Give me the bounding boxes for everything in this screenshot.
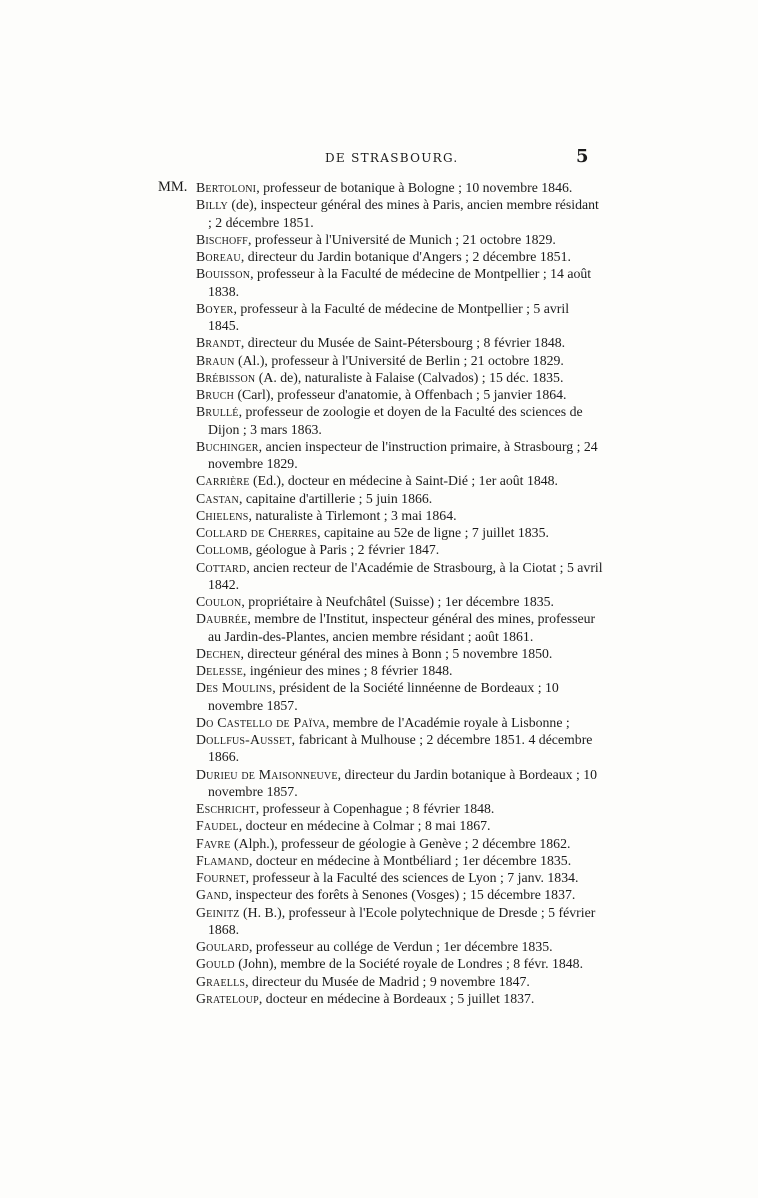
member-details: , propriétaire à Neufchâtel (Suisse) ; 1er décembre 1835.: [241, 594, 555, 609]
member-name: Collard de Cherres: [196, 525, 318, 540]
member-details: , fabricant à Mulhouse ; 2 décembre 1851. 4 décembre 1866.: [208, 732, 593, 765]
member-name: Castan: [196, 490, 239, 506]
page-header: [0, 146, 758, 170]
list-item: [196, 731, 603, 766]
member-name: Brullé: [196, 404, 239, 420]
member-details: , ancien inspecteur de l'instruction primaire, à Strasbourg ; 24 novembre 1829.: [208, 438, 598, 471]
list-item: [196, 559, 603, 594]
list-item: [196, 248, 603, 265]
member-name: Grateloup: [196, 990, 259, 1006]
member-details: , directeur général des mines à Bonn ; 5 novembre 1850.: [240, 645, 553, 661]
member-details: , géologue à Paris ; 2 février 1847.: [248, 542, 440, 558]
member-details: , professeur à la Faculté de médecine de Montpellier ; 14 août 1838.: [208, 266, 592, 299]
member-details: (John), membre de la Société royale de Londres ; 8 févr. 1848.: [234, 956, 584, 972]
member-name: Boyer: [196, 300, 234, 316]
list-item: [196, 300, 603, 335]
member-name: Bouisson: [196, 266, 251, 282]
member-name: Coulon: [196, 594, 242, 609]
list-item: [196, 524, 603, 541]
member-details: , directeur du Musée de Saint-Pétersbourg ; 8 février 1848.: [240, 335, 566, 351]
member-name: Bischoff: [196, 231, 248, 247]
member-details: , directeur du Jardin botanique à Bordeaux ; 10 novembre 1857.: [208, 766, 598, 799]
member-details: (Alph.), professeur de géologie à Genève ; 2 décembre 1862.: [230, 835, 571, 851]
member-name: Chielens: [196, 507, 249, 523]
list-item: [196, 490, 603, 507]
member-name: Geinitz: [196, 904, 240, 920]
list-item: [196, 817, 603, 834]
member-details: , directeur du Musée de Madrid ; 9 novembre 1847.: [245, 973, 530, 989]
member-name: Brébisson: [196, 369, 256, 385]
member-details: , capitaine d'artillerie ; 5 juin 1866.: [238, 490, 433, 506]
page-number: 5: [576, 146, 589, 167]
member-details: , docteur en médecine à Montbéliard ; 1er décembre 1835.: [248, 852, 572, 868]
list-item: [196, 403, 603, 438]
list-item: [196, 265, 603, 300]
member-name: Faudel: [196, 818, 239, 834]
member-details: , professeur de zoologie et doyen de la Faculté des sciences de Dijon ; 3 mars 1863.: [208, 404, 583, 437]
member-name: Delesse: [196, 663, 243, 678]
member-details: , capitaine au 52e de ligne ; 7 juillet 1835.: [317, 525, 549, 540]
list-item: [196, 714, 603, 731]
member-name: Cottard: [196, 559, 247, 575]
member-details: , professeur à l'Université de Munich ; 21 octobre 1829.: [247, 231, 556, 247]
list-item: [196, 800, 603, 817]
members-prefix: MM.: [158, 179, 188, 195]
member-name: Bertoloni: [196, 180, 257, 195]
member-details: , ancien recteur de l'Académie de Strasbourg, à la Ciotat ; 5 avril 1842.: [208, 559, 603, 592]
list-item: [196, 593, 603, 610]
member-name: Gand: [196, 887, 229, 903]
member-details: (A. de), naturaliste à Falaise (Calvados) ; 15 déc. 1835.: [255, 369, 564, 385]
member-details: (de), inspecteur général des mines à Paris, ancien membre résidant ; 2 décembre 1851.: [208, 197, 599, 230]
list-item: [196, 610, 603, 645]
member-name: Eschricht: [196, 801, 256, 816]
member-details: , docteur en médecine à Colmar ; 8 mai 1867.: [238, 818, 491, 834]
member-name: Dollfus-Ausset: [196, 732, 292, 747]
member-name: Bruch: [196, 387, 234, 402]
member-details: , professeur à Copenhague ; 8 février 1848.: [255, 801, 495, 816]
list-item: [196, 835, 603, 852]
list-item: [196, 679, 603, 714]
member-details: (Ed.), docteur en médecine à Saint-Dié ; 1er août 1848.: [249, 473, 558, 489]
member-name: Durieu de Maisonneuve: [196, 766, 338, 782]
member-details: , directeur du Jardin botanique d'Angers ; 2 décembre 1851.: [240, 249, 571, 264]
list-item: [196, 438, 603, 473]
list-item: [196, 196, 603, 231]
list-item: [196, 541, 603, 558]
member-details: , professeur à la Faculté des sciences de Lyon ; 7 janv. 1834.: [245, 870, 579, 885]
member-name: Billy: [196, 197, 228, 213]
list-item: [196, 507, 603, 524]
member-name: Buchinger: [196, 438, 259, 454]
list-item: [196, 886, 603, 903]
member-details: , professeur à la Faculté de médecine de Montpellier ; 5 avril 1845.: [208, 300, 570, 333]
member-details: , docteur en médecine à Bordeaux ; 5 juillet 1837.: [258, 990, 535, 1006]
member-details: , professeur de botanique à Bologne ; 10 novembre 1846.: [256, 180, 573, 195]
member-list: [158, 179, 603, 1007]
member-name: Brandt: [196, 335, 241, 351]
list-item: [196, 869, 603, 886]
list-item: [196, 662, 603, 679]
member-details: , membre de l'Académie royale à Lisbonne ;: [325, 714, 570, 730]
list-item: [196, 334, 603, 351]
member-name: Boreau: [196, 249, 241, 264]
list-item: [196, 955, 603, 972]
entry-list: [158, 179, 603, 1007]
member-details: , président de la Société linnéenne de Bordeaux ; 10 novembre 1857.: [208, 680, 559, 713]
member-name: Collomb: [196, 542, 249, 558]
list-item: [196, 938, 603, 955]
list-item: [196, 973, 603, 990]
list-item: [196, 904, 603, 939]
member-name: Des Moulins: [196, 680, 273, 696]
member-name: Favre: [196, 835, 231, 851]
member-details: (Al.), professeur à l'Université de Berlin ; 21 octobre 1829.: [234, 352, 564, 368]
member-name: Flamand: [196, 852, 249, 868]
member-name: Do Castello de Païva: [196, 714, 326, 730]
list-item: [196, 645, 603, 662]
list-item: [196, 852, 603, 869]
list-item: [196, 352, 603, 369]
member-name: Goulard: [196, 939, 250, 954]
member-name: Carrière: [196, 473, 250, 489]
member-details: , inspecteur des forêts à Senones (Vosges) ; 15 décembre 1837.: [228, 887, 576, 903]
member-name: Gould: [196, 956, 235, 972]
member-name: Daubrée: [196, 611, 248, 627]
running-head: DE STRASBOURG.: [325, 151, 459, 165]
list-item: [196, 369, 603, 386]
member-details: , membre de l'Institut, inspecteur général des mines, professeur au Jardin-des-Plantes, ancien membre résidant ; août 1861.: [208, 611, 596, 644]
member-details: , professeur au collége de Verdun ; 1er décembre 1835.: [249, 939, 553, 954]
member-details: , naturaliste à Tirlemont ; 3 mai 1864.: [248, 507, 457, 523]
member-details: , ingénieur des mines ; 8 février 1848.: [242, 663, 453, 678]
member-name: Braun: [196, 352, 235, 368]
list-item: [196, 179, 603, 196]
list-item: [196, 990, 603, 1007]
list-item: [196, 386, 603, 403]
member-name: Dechen: [196, 645, 241, 661]
member-details: (Carl), professeur d'anatomie, à Offenbach ; 5 janvier 1864.: [234, 387, 567, 402]
member-details: (H. B.), professeur à l'Ecole polytechnique de Dresde ; 5 février 1868.: [208, 904, 596, 937]
member-name: Fournet: [196, 870, 246, 885]
list-item: [196, 766, 603, 801]
list-item: [196, 472, 603, 489]
member-name: Graells: [196, 973, 246, 989]
list-item: [196, 231, 603, 248]
